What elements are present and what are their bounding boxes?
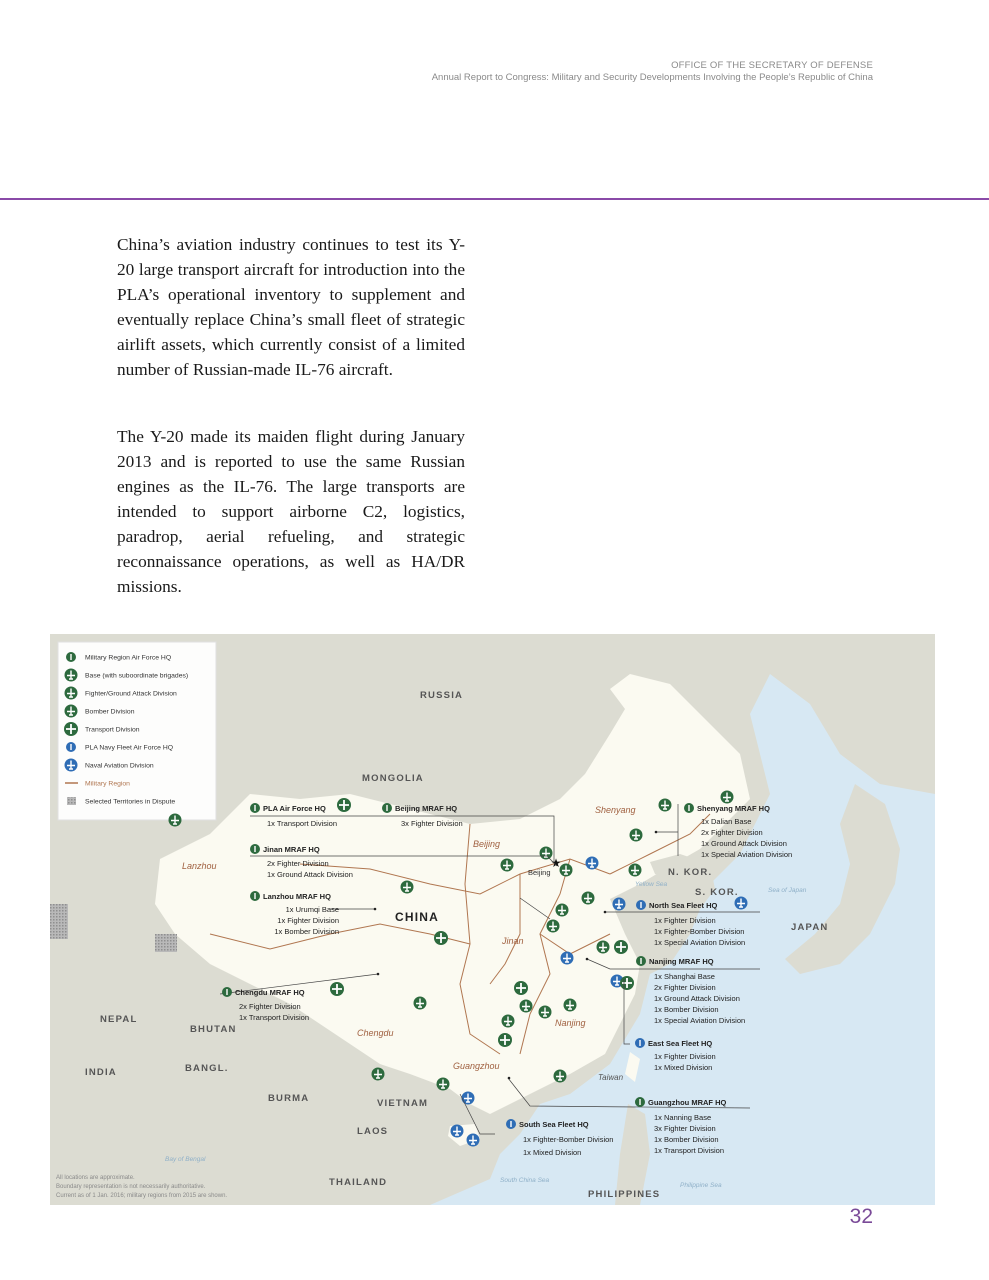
callout-line: 1x Fighter Division xyxy=(277,916,339,925)
sea-label-bengal: Bay of Bengal xyxy=(165,1156,206,1163)
fighter-division-icon xyxy=(520,1000,533,1013)
fighter-division-icon xyxy=(597,941,610,954)
region-label-shenyang: Shenyang xyxy=(595,805,636,815)
country-label-laos: LAOS xyxy=(357,1126,389,1137)
legend-label: Bomber Division xyxy=(85,708,135,716)
callout-line: 1x Transport Division xyxy=(239,1013,310,1022)
country-label-nepal: NEPAL xyxy=(100,1014,138,1025)
country-label-vietnam: VIETNAM xyxy=(377,1098,429,1109)
callout-line: 1x Urumqi Base xyxy=(285,905,339,914)
fighter-division-icon xyxy=(556,904,569,917)
callout-title: Beijing MRAF HQ xyxy=(395,804,458,813)
hq-icon xyxy=(222,987,232,997)
callout-line: 1x Mixed Division xyxy=(654,1063,713,1072)
country-label-russia: RUSSIA xyxy=(420,690,464,701)
transport-division-icon xyxy=(620,976,634,990)
callout-line: 1x Fighter-Bomber Division xyxy=(654,927,745,936)
legend-label: Transport Division xyxy=(85,726,140,734)
country-label-thailand: THAILAND xyxy=(329,1177,388,1188)
callout-line: 2x Fighter Division xyxy=(701,828,763,837)
sea-label-philippine: Philippine Sea xyxy=(680,1182,722,1189)
hq-icon xyxy=(250,844,260,854)
transport-division-icon xyxy=(498,1033,512,1047)
callout-title: Lanzhou MRAF HQ xyxy=(263,892,331,901)
legend-label: PLA Navy Fleet Air Force HQ xyxy=(85,744,174,752)
sea-label-japan: Sea of Japan xyxy=(768,887,807,894)
callout-line: 1x Ground Attack Division xyxy=(267,870,353,879)
map-note: Current as of 1 Jan. 2016; military regions from 2015 are shown. xyxy=(56,1193,228,1199)
callout-line: 3x Fighter Division xyxy=(401,819,463,828)
legend-label: Military Region Air Force HQ xyxy=(85,654,172,662)
callout-line: 1x Ground Attack Division xyxy=(654,994,740,1003)
callout-line: 1x Transport Division xyxy=(267,819,338,828)
callout-line: 1x Special Aviation Division xyxy=(654,938,746,947)
fighter-division-icon xyxy=(629,864,642,877)
fleet-hq-icon xyxy=(636,900,646,910)
naval-aviation-icon xyxy=(613,898,626,911)
region-label-jinan: Jinan xyxy=(502,936,524,946)
region-label-chengdu: Chengdu xyxy=(357,1028,394,1038)
sea-label-yellow: Yellow Sea xyxy=(635,881,668,888)
map-note: Boundary representation is not necessarily authoritative. xyxy=(56,1184,206,1190)
callout-line: 1x Shanghai Base xyxy=(654,972,715,981)
naval-aviation-icon xyxy=(462,1092,475,1105)
callout-title: East Sea Fleet HQ xyxy=(648,1039,713,1048)
disputed-territory xyxy=(50,904,68,939)
callout-title: PLA Air Force HQ xyxy=(263,804,326,813)
fleet-hq-icon xyxy=(635,1038,645,1048)
callout-line: 2x Fighter Division xyxy=(239,1002,301,1011)
callout-title: South Sea Fleet HQ xyxy=(519,1120,589,1129)
callout-line: 1x Nanning Base xyxy=(654,1113,712,1122)
hq-icon xyxy=(684,803,694,813)
header-divider xyxy=(0,198,989,200)
callout-line: 1x Fighter Division xyxy=(654,1052,716,1061)
callout-line: 1x Special Aviation Division xyxy=(701,850,793,859)
fighter-division-icon xyxy=(401,881,414,894)
fighter-division-icon xyxy=(372,1068,385,1081)
capital-star-icon: ★ xyxy=(550,856,562,870)
transport-division-icon xyxy=(330,982,344,996)
naval-aviation-icon xyxy=(561,952,574,965)
page-number: 32 xyxy=(849,1205,873,1228)
callout-title: Chengdu MRAF HQ xyxy=(235,988,305,997)
fighter-division-icon xyxy=(169,814,182,827)
fleet-hq-icon xyxy=(506,1119,516,1129)
city-label-taiwan: Taiwan xyxy=(598,1073,624,1082)
map-legend xyxy=(58,642,216,820)
header-report-title: Annual Report to Congress: Military and Security Developments Involving the People’s Republic of China xyxy=(431,72,873,83)
legend-label: Naval Aviation Division xyxy=(85,762,154,770)
country-label-skor: S. KOR. xyxy=(695,887,739,898)
legend-label: Military Region xyxy=(85,780,130,788)
fighter-division-icon xyxy=(502,1015,515,1028)
callout-title: Jinan MRAF HQ xyxy=(263,845,320,854)
naval-aviation-icon xyxy=(586,857,599,870)
hq-icon xyxy=(635,1097,645,1107)
disputed-territory xyxy=(155,934,177,952)
country-label-china: CHINA xyxy=(395,910,439,924)
header-office-title: OFFICE OF THE SECRETARY OF DEFENSE xyxy=(671,60,873,71)
country-label-bangl: BANGL. xyxy=(185,1063,229,1074)
transport-division-icon xyxy=(514,981,528,995)
fighter-division-icon xyxy=(564,999,577,1012)
fighter-division-icon xyxy=(630,829,643,842)
fighter-division-icon xyxy=(560,864,573,877)
callout-line: 1x Ground Attack Division xyxy=(701,839,787,848)
callout-line: 1x Special Aviation Division xyxy=(654,1016,746,1025)
fighter-division-icon xyxy=(437,1078,450,1091)
callout-title: Nanjing MRAF HQ xyxy=(649,957,714,966)
naval-aviation-icon xyxy=(735,897,748,910)
callout-line: 1x Mixed Division xyxy=(523,1148,582,1157)
callout-line: 1x Dalian Base xyxy=(701,817,752,826)
body-paragraph-2: The Y-20 made its maiden flight during January 2013 and is reported to use the same Russian engines as the IL-76. The large transports are intended to support airborne C2, logistics, paradrop, aerial refueling, and strategic reconnaissance operations, as well as HA/DR missions. xyxy=(117,427,465,596)
hq-icon xyxy=(250,803,260,813)
callout-line: 2x Fighter Division xyxy=(267,859,329,868)
legend-label: Base (with suboordinate brigades) xyxy=(85,672,189,680)
fighter-division-icon xyxy=(659,799,672,812)
country-label-burma: BURMA xyxy=(268,1093,310,1104)
country-label-india: INDIA xyxy=(85,1067,117,1078)
fighter-division-icon xyxy=(721,791,734,804)
hq-icon xyxy=(250,891,260,901)
legend-label: Selected Territories in Dispute xyxy=(85,798,176,806)
callout-title: North Sea Fleet HQ xyxy=(649,901,718,910)
transport-division-icon xyxy=(434,931,448,945)
map-note: All locations are approximate. xyxy=(56,1175,135,1181)
pla-air-force-map xyxy=(50,634,935,1205)
fighter-division-icon xyxy=(582,892,595,905)
body-paragraph-1: China’s aviation industry continues to test its Y-20 large transport aircraft for introduction into the PLA’s operational inventory to supplement and eventually replace China’s small fleet of strategic airlift assets, which currently consist of a limited number of Russian-made IL-76 aircraft. xyxy=(117,235,465,379)
callout-line: 1x Fighter-Bomber Division xyxy=(523,1135,614,1144)
fighter-division-icon xyxy=(501,859,514,872)
naval-aviation-icon xyxy=(451,1125,464,1138)
callout-line: 1x Bomber Division xyxy=(274,927,339,936)
country-label-mongolia: MONGOLIA xyxy=(362,773,424,784)
region-label-beijing: Beijing xyxy=(473,839,501,849)
transport-division-icon xyxy=(337,798,351,812)
region-label-lanzhou: Lanzhou xyxy=(182,861,217,871)
fighter-division-icon xyxy=(539,1006,552,1019)
region-label-guangzhou: Guangzhou xyxy=(453,1061,500,1071)
callout-line: 1x Transport Division xyxy=(654,1146,725,1155)
callout-line: 1x Fighter Division xyxy=(654,916,716,925)
naval-aviation-icon xyxy=(467,1134,480,1147)
callout-line: 3x Fighter Division xyxy=(654,1124,716,1133)
fighter-division-icon xyxy=(547,920,560,933)
callout-title: Guangzhou MRAF HQ xyxy=(648,1098,727,1107)
country-label-japan: JAPAN xyxy=(791,922,829,933)
legend-label: Fighter/Ground Attack Division xyxy=(85,690,177,698)
hq-icon xyxy=(636,956,646,966)
city-label-beijing: Beijing xyxy=(528,868,551,877)
callout-line: 1x Bomber Division xyxy=(654,1135,719,1144)
sea-label-south-china: South China Sea xyxy=(500,1177,550,1184)
country-label-bhutan: BHUTAN xyxy=(190,1024,237,1035)
country-label-nkor: N. KOR. xyxy=(668,867,713,878)
callout-line: 1x Bomber Division xyxy=(654,1005,719,1014)
fighter-division-icon xyxy=(414,997,427,1010)
region-label-nanjing: Nanjing xyxy=(555,1018,586,1028)
callout-title: Shenyang MRAF HQ xyxy=(697,804,770,813)
callout-line: 2x Fighter Division xyxy=(654,983,716,992)
country-label-philippines: PHILIPPINES xyxy=(588,1189,661,1200)
transport-division-icon xyxy=(614,940,628,954)
fighter-division-icon xyxy=(554,1070,567,1083)
hq-icon xyxy=(382,803,392,813)
